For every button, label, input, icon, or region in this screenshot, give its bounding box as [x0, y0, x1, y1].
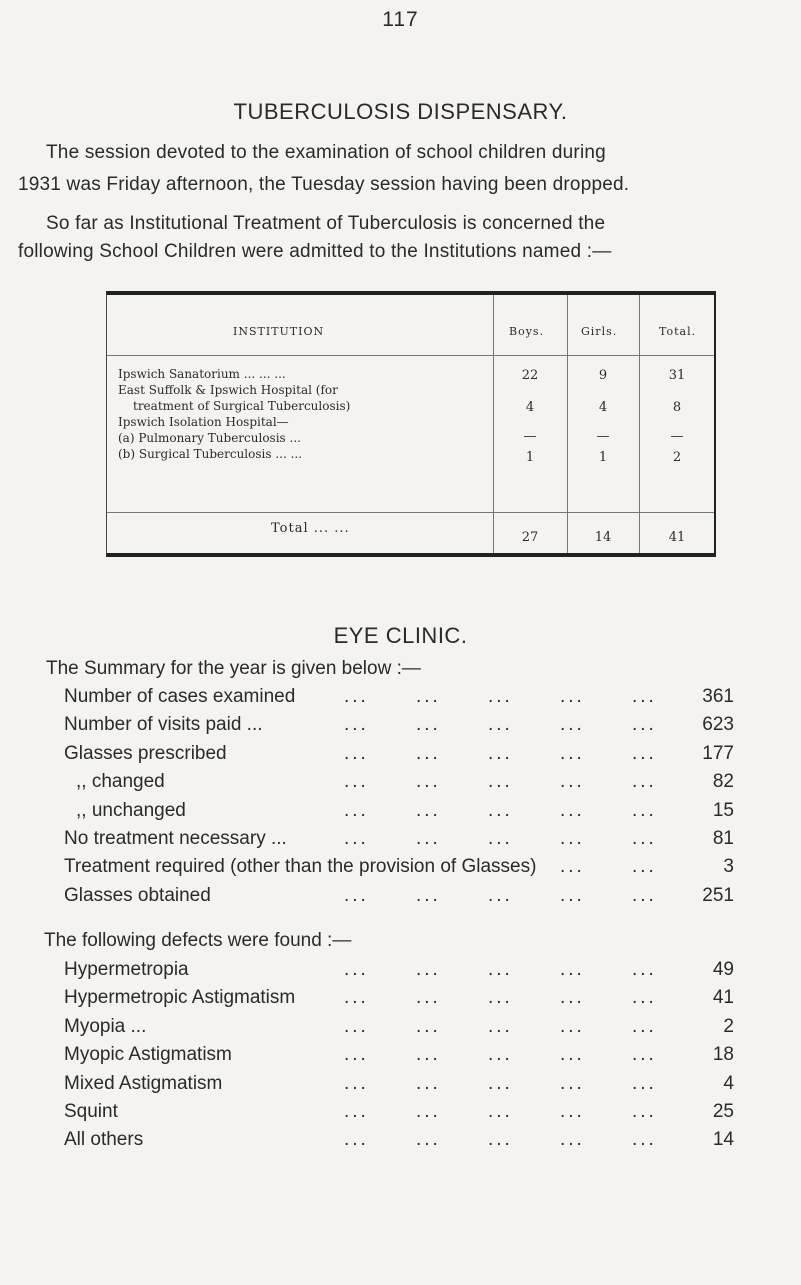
defect-row	[64, 959, 734, 987]
leader-dots-group: ...	[488, 686, 513, 707]
leader-dots-group: ...	[344, 1129, 369, 1151]
summary-row-label: ,, changed	[76, 771, 165, 793]
leader-dots-group: ...	[488, 1101, 513, 1122]
defect-row-value: 14	[712, 1129, 734, 1151]
summary-row	[64, 800, 734, 828]
leader-dots-group: ...	[560, 884, 585, 906]
summary-row	[64, 885, 734, 913]
cell-boys: 22	[521, 368, 539, 383]
leader-dots-group: ...	[560, 686, 585, 707]
leader-dots-group: ...	[416, 1015, 441, 1037]
leader-dots-group: ...	[632, 959, 657, 980]
defect-row-value: 2	[723, 1015, 734, 1037]
summary-row	[64, 856, 734, 884]
summary-row-value: 3	[723, 856, 734, 878]
summary-row-value: 361	[702, 686, 734, 707]
summary-row-label: Treatment required (other than the provision of Glasses)	[64, 856, 537, 878]
defect-row-label: Myopic Astigmatism	[64, 1044, 232, 1066]
leader-dots-group: ...	[488, 1044, 513, 1066]
leader-dots-group: ...	[344, 884, 369, 906]
leader-dots-group: ...	[416, 799, 441, 821]
cell-girls: 9	[598, 368, 608, 383]
total-total: 41	[668, 530, 686, 545]
summary-row-value: 623	[702, 714, 734, 736]
defect-row	[64, 1073, 734, 1101]
leader-dots-group: ...	[344, 771, 369, 793]
row-label-isolation-hospital: Ipswich Isolation Hospital—	[118, 415, 289, 429]
leader-dots-group: ...	[488, 771, 513, 793]
summary-row	[64, 828, 734, 856]
leader-dots-group: ...	[560, 828, 585, 849]
cell-girls: 4	[598, 400, 608, 415]
leader-dots-group: ...	[632, 799, 657, 821]
summary-row-label: Number of cases examined	[64, 686, 296, 707]
eye-clinic-heading: EYE CLINIC.	[333, 623, 468, 648]
leader-dots-group: ...	[344, 1101, 369, 1122]
summary-row-label: Number of visits paid ...	[64, 714, 263, 736]
leader-dots-group: ...	[632, 1129, 657, 1151]
leader-dots-group: ...	[344, 714, 369, 736]
leader-dots-group: ...	[344, 799, 369, 821]
leader-dots-group: ...	[560, 799, 585, 821]
leader-dots-group: ...	[344, 1072, 369, 1094]
leader-dots-group: ...	[488, 884, 513, 906]
cell-boys: 4	[525, 400, 535, 415]
leader-dots-group: ...	[632, 1072, 657, 1094]
leader-dots-group: ...	[632, 686, 657, 707]
defect-row	[64, 987, 734, 1015]
leader-dots-group: ...	[416, 987, 441, 1009]
leader-dots-group: ...	[560, 1015, 585, 1037]
leader-dots-group: ...	[632, 1101, 657, 1122]
total-label: Total ... ...	[271, 521, 350, 536]
leader-dots-group: ...	[416, 959, 441, 980]
leader-dots-group: ...	[416, 771, 441, 793]
leader-dots-group: ...	[560, 959, 585, 980]
cell-boys: —	[523, 429, 537, 444]
leader-dots-group: ...	[416, 1072, 441, 1094]
leader-dots-group: ...	[416, 1129, 441, 1151]
summary-row-label: ,, unchanged	[76, 799, 186, 821]
paragraph-1-line-1: The session devoted to the examination of school children during	[46, 142, 606, 163]
summary-row	[64, 686, 734, 714]
institution-table	[106, 291, 716, 557]
defect-row-label: Hypermetropia	[64, 959, 189, 980]
leader-dots-group: ...	[632, 856, 657, 878]
row-label-surgical: (b) Surgical Tuberculosis ... ...	[118, 447, 303, 461]
row-label-east-suffolk: East Suffolk & Ipswich Hospital (for	[118, 383, 338, 397]
leader-dots-group: ...	[632, 714, 657, 736]
row-label-surgical-treatment: treatment of Surgical Tuberculosis)	[133, 399, 351, 413]
leader-dots-group: ...	[560, 714, 585, 736]
summary-row	[64, 743, 734, 771]
defects-intro: The following defects were found :—	[44, 930, 352, 951]
defect-row	[64, 1129, 734, 1157]
summary-row-label: Glasses prescribed	[64, 742, 227, 764]
summary-row	[64, 714, 734, 742]
header-girls: Girls.	[581, 325, 618, 338]
page-number: 117	[382, 8, 419, 31]
cell-total: —	[670, 429, 684, 444]
cell-total: 8	[672, 400, 682, 415]
leader-dots-group: ...	[344, 742, 369, 764]
leader-dots-group: ...	[488, 1072, 513, 1094]
leader-dots-group: ...	[632, 828, 657, 849]
summary-row-value: 15	[712, 799, 734, 821]
defect-row-label: Squint	[64, 1101, 118, 1122]
defect-row-value: 4	[723, 1072, 734, 1094]
leader-dots-group: ...	[632, 1015, 657, 1037]
leader-dots-group: ...	[560, 987, 585, 1009]
leader-dots-group: ...	[416, 742, 441, 764]
header-total: Total.	[659, 325, 697, 338]
leader-dots-group: ...	[488, 742, 513, 764]
cell-boys: 1	[525, 450, 535, 465]
leader-dots-group: ...	[488, 828, 513, 849]
defect-row-value: 18	[712, 1044, 734, 1066]
leader-dots-group: ...	[344, 1015, 369, 1037]
leader-dots-group: ...	[560, 771, 585, 793]
leader-dots-group: ...	[416, 1101, 441, 1122]
cell-total: 31	[668, 368, 686, 383]
row-label-pulmonary: (a) Pulmonary Tuberculosis ...	[118, 431, 301, 445]
summary-row-label: Glasses obtained	[64, 884, 211, 906]
paragraph-1-line-2: 1931 was Friday afternoon, the Tuesday session having been dropped.	[18, 174, 630, 195]
defect-row-label: Mixed Astigmatism	[64, 1072, 223, 1094]
defect-row-label: All others	[64, 1129, 144, 1151]
summary-intro: The Summary for the year is given below :—	[46, 658, 421, 679]
leader-dots-group: ...	[560, 1101, 585, 1122]
summary-row-label: No treatment necessary ...	[64, 828, 287, 849]
leader-dots-group: ...	[344, 828, 369, 849]
summary-row-value: 81	[712, 828, 734, 849]
leader-dots-group: ...	[344, 686, 369, 707]
leader-dots-group: ...	[632, 884, 657, 906]
defect-row-value: 49	[712, 959, 734, 980]
total-girls: 14	[594, 530, 612, 545]
leader-dots-group: ...	[488, 987, 513, 1009]
leader-dots-group: ...	[416, 828, 441, 849]
leader-dots-group: ...	[488, 714, 513, 736]
leader-dots-group: ...	[416, 884, 441, 906]
leader-dots-group: ...	[632, 1044, 657, 1066]
summary-row-value: 82	[712, 771, 734, 793]
defect-row-label: Myopia ...	[64, 1015, 147, 1037]
leader-dots-group: ...	[416, 686, 441, 707]
leader-dots-group: ...	[344, 959, 369, 980]
paragraph-2-line-2: following School Children were admitted to the Institutions named :—	[18, 241, 612, 262]
summary-row	[64, 771, 734, 799]
header-institution: INSTITUTION	[233, 325, 325, 338]
leader-dots-group: ...	[560, 856, 585, 878]
leader-dots-group: ...	[560, 742, 585, 764]
leader-dots-group: ...	[344, 1044, 369, 1066]
leader-dots-group: ...	[488, 1129, 513, 1151]
leader-dots-group: ...	[416, 714, 441, 736]
header-boys: Boys.	[509, 325, 545, 338]
leader-dots-group: ...	[416, 1044, 441, 1066]
total-boys: 27	[521, 530, 539, 545]
summary-row-value: 251	[702, 884, 734, 906]
row-label-ipswich-sanatorium: Ipswich Sanatorium ... ... ...	[118, 367, 286, 381]
leader-dots-group: ...	[560, 1044, 585, 1066]
leader-dots-group: ...	[560, 1072, 585, 1094]
cell-total: 2	[672, 450, 682, 465]
defect-row-value: 41	[712, 987, 734, 1009]
leader-dots-group: ...	[632, 771, 657, 793]
leader-dots-group: ...	[488, 959, 513, 980]
cell-girls: —	[596, 429, 610, 444]
leader-dots-group: ...	[488, 799, 513, 821]
summary-row-value: 177	[702, 742, 734, 764]
defect-row	[64, 1016, 734, 1044]
leader-dots-group: ...	[344, 987, 369, 1009]
leader-dots-group: ...	[560, 1129, 585, 1151]
defect-row-value: 25	[712, 1101, 734, 1122]
defect-row	[64, 1044, 734, 1072]
cell-girls: 1	[598, 450, 608, 465]
paragraph-2-line-1: So far as Institutional Treatment of Tuberculosis is concerned the	[46, 213, 606, 234]
defect-row	[64, 1101, 734, 1129]
defect-row-label: Hypermetropic Astigmatism	[64, 987, 296, 1009]
leader-dots-group: ...	[632, 742, 657, 764]
tuberculosis-heading: TUBERCULOSIS DISPENSARY.	[233, 99, 568, 124]
leader-dots-group: ...	[488, 1015, 513, 1037]
leader-dots-group: ...	[632, 987, 657, 1009]
